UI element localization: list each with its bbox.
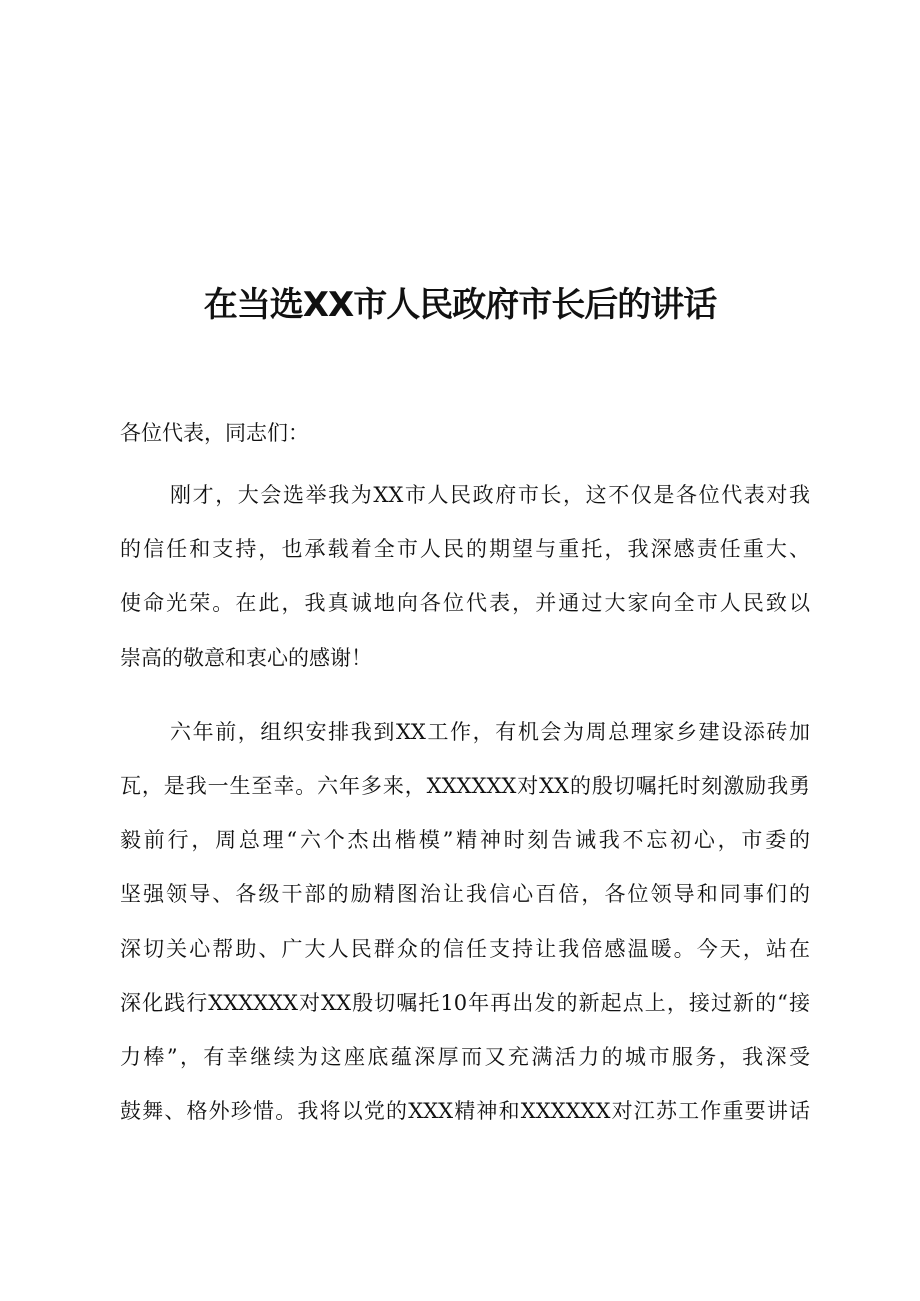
paragraph-line: 六年前，组织安排我到XX工作，有机会为周总理家乡建设添砖加 <box>170 719 810 744</box>
paragraph-2 <box>120 705 810 1139</box>
paragraph-line: 深切关心帮助、广大人民群众的信任支持让我倍感温暖。今天，站在 <box>120 936 810 961</box>
salutation: 各位代表，同志们： <box>120 421 309 445</box>
paragraph-line: 深化践行XXXXXX对XX殷切嘱托10年再出发的新起点上，接过新的“接 <box>120 990 810 1015</box>
paragraph-line: 刚才，大会选举我为XX市人民政府市长，这不仅是各位代表对我 <box>170 483 810 507</box>
paragraph-1 <box>120 468 810 685</box>
paragraph-line: 使命光荣。在此，我真诚地向各位代表，并通过大家向全市人民致以 <box>120 591 810 616</box>
document-title: 在当选XX市人民政府市长后的讲话 <box>203 284 717 325</box>
document-body <box>120 408 810 1138</box>
paragraph-line: 瓦，是我一生至幸。六年多来，XXXXXX对XX的殷切嘱托时刻激励我勇 <box>120 773 810 798</box>
paragraph-line: 坚强领导、各级干部的励精图治让我信心百倍，各位领导和同事们的 <box>120 882 810 907</box>
paragraph-line: 的信任和支持，也承载着全市人民的期望与重托，我深感责任重大、 <box>120 537 810 562</box>
paragraph-line: 崇高的敬意和衷心的感谢！ <box>120 645 372 670</box>
paragraph-line: 力棒”，有幸继续为这座底蕴深厚而又充满活力的城市服务，我深受 <box>120 1044 810 1069</box>
paragraph-line: 鼓舞、格外珍惜。我将以党的XXX精神和XXXXXX对江苏工作重要讲话 <box>120 1099 810 1124</box>
paragraph-line: 毅前行，周总理“六个杰出楷模”精神时刻告诫我不忘初心，市委的 <box>120 828 810 853</box>
